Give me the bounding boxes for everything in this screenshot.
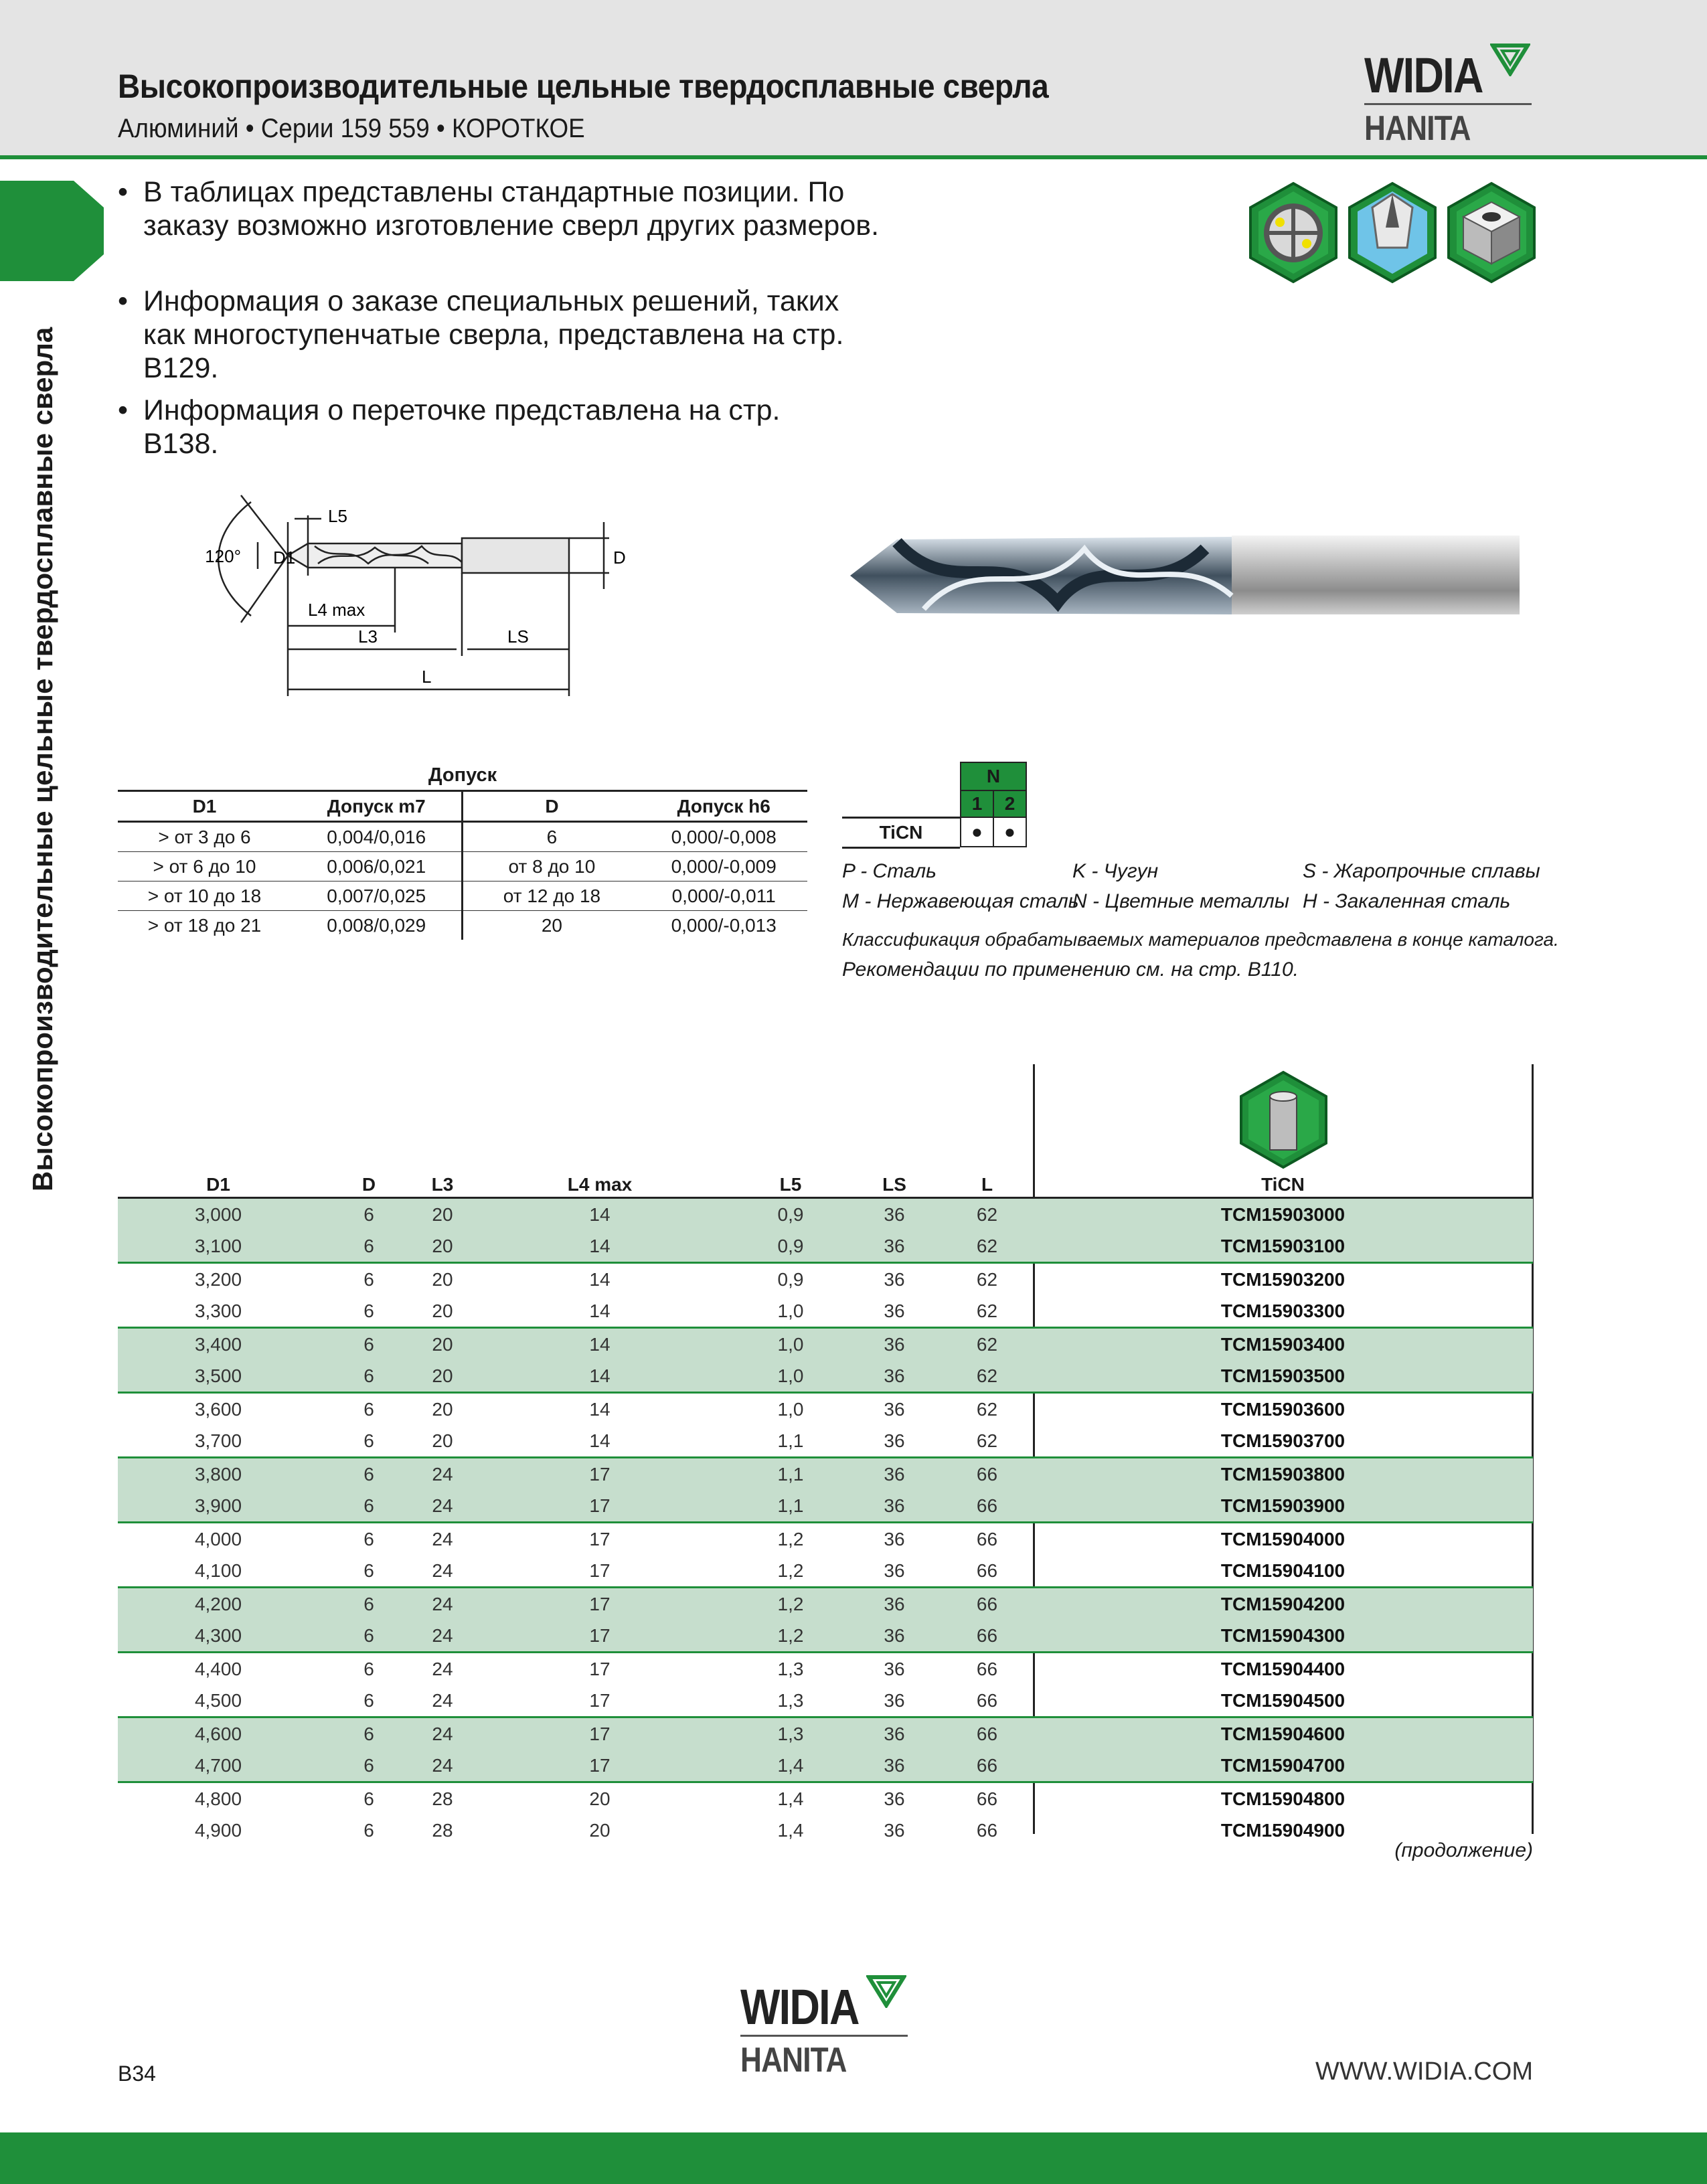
table-row [118, 1620, 1533, 1653]
cell-d: 6 [319, 1263, 419, 1296]
col-header-l4max: L4 max [567, 1174, 633, 1195]
cell-d1: 4,000 [118, 1523, 319, 1556]
col-header-l3: L3 [431, 1174, 454, 1195]
cell-l4max: 14 [466, 1393, 734, 1426]
cell-order-code: TCM15904800 [1033, 1782, 1533, 1815]
cell-l5: 0,9 [734, 1198, 847, 1231]
coolant-through-icon [1246, 181, 1340, 284]
point-geometry-icon [1346, 181, 1439, 284]
page-title: Высокопроизводительные цельные твердосплавные сверла [118, 68, 1049, 105]
cell-ls: 36 [847, 1717, 941, 1750]
bullet-item: • Информация о переточке представлена на стр. B138. [118, 394, 807, 460]
website-url: WWW.WIDIA.COM [1315, 2057, 1533, 2086]
cell-l3: 20 [432, 1430, 453, 1451]
tolerance-row [118, 822, 807, 852]
tolerance-cell: > от 10 до 18 [147, 885, 262, 906]
table-row [118, 1295, 1533, 1328]
cell-d1: 3,800 [118, 1458, 319, 1491]
cell-order-code: TCM15903500 [1033, 1360, 1533, 1393]
cell-l4max: 17 [466, 1523, 734, 1556]
cell-order-code: TCM15903200 [1033, 1263, 1533, 1296]
cell-ls: 36 [884, 1560, 905, 1581]
cell-l: 62 [976, 1430, 998, 1451]
cell-l: 66 [941, 1523, 1033, 1556]
cell-order-code: TCM15903000 [1033, 1198, 1533, 1231]
table-row [118, 1263, 1533, 1296]
cell-ls: 36 [847, 1620, 941, 1653]
cell-l: 62 [941, 1230, 1033, 1263]
cell-order-code: TCM15904900 [1220, 1819, 1346, 1841]
diagram-label-l4max: L4 max [308, 600, 365, 620]
footer-band [0, 2132, 1707, 2184]
page-number: B34 [118, 2062, 156, 2086]
diagram-label-ls: LS [507, 626, 529, 647]
tolerance-row [118, 852, 807, 881]
cell-l: 66 [976, 1560, 998, 1581]
page-subtitle: Алюминий • Серии 159 559 • КОРОТКОЕ [118, 114, 585, 143]
cell-l4max: 14 [466, 1198, 734, 1231]
cell-d1: 3,700 [194, 1430, 242, 1451]
cell-order-code: TCM15903700 [1220, 1430, 1346, 1451]
cell-d: 6 [319, 1782, 419, 1815]
col-header-ls: LS [882, 1174, 906, 1195]
col-header-d: D [361, 1174, 376, 1195]
cell-ls: 36 [847, 1523, 941, 1556]
tolerance-cell: > от 3 до 6 [158, 826, 251, 847]
drill-photo [843, 522, 1540, 629]
cell-order-code: TCM15904400 [1033, 1653, 1533, 1685]
cell-l3: 24 [419, 1750, 466, 1782]
carbide-rod-icon [1238, 1070, 1329, 1170]
cell-l4max: 17 [466, 1750, 734, 1782]
table-row [118, 1230, 1533, 1263]
col-header-l: L [981, 1174, 993, 1195]
cell-l3: 24 [419, 1490, 466, 1523]
cell-l: 66 [941, 1750, 1033, 1782]
table-row [118, 1490, 1533, 1523]
cell-l4max: 17 [466, 1620, 734, 1653]
cell-l4max: 14 [589, 1430, 611, 1451]
material-group-n: N [960, 762, 1027, 791]
recommendation-note: Рекомендации по применению см. на стр. B110. [842, 958, 1299, 981]
cell-l4max: 14 [466, 1328, 734, 1361]
tolerance-row [118, 911, 807, 940]
cell-l: 66 [941, 1588, 1033, 1620]
cell-l3: 24 [419, 1717, 466, 1750]
cell-l4max: 17 [466, 1490, 734, 1523]
tolerance-row [118, 881, 807, 911]
cell-l5: 1,2 [734, 1588, 847, 1620]
tolerance-cell: > от 18 до 21 [147, 914, 262, 936]
cell-ls: 36 [847, 1328, 941, 1361]
table-row [118, 1328, 1533, 1361]
cell-ls: 36 [884, 1430, 905, 1451]
material-subgroup: 2 [993, 790, 1027, 818]
cell-l: 62 [976, 1300, 998, 1321]
table-row [118, 1717, 1533, 1750]
material-mark: ● [960, 817, 994, 847]
tolerance-cell: > от 6 до 10 [153, 855, 256, 877]
cell-d1: 3,100 [118, 1230, 319, 1263]
logo-divider [1364, 103, 1532, 105]
cell-l: 66 [941, 1490, 1033, 1523]
cell-d: 6 [319, 1490, 419, 1523]
table-row [118, 1782, 1533, 1815]
cell-d1: 3,200 [118, 1263, 319, 1296]
cell-d1: 4,400 [118, 1653, 319, 1685]
cell-l3: 24 [419, 1620, 466, 1653]
cell-l4max: 20 [589, 1819, 611, 1841]
cell-d1: 3,900 [118, 1490, 319, 1523]
cell-d: 6 [319, 1717, 419, 1750]
col-header-l5: L5 [779, 1174, 802, 1195]
cell-d: 6 [319, 1588, 419, 1620]
cell-l5: 1,1 [734, 1490, 847, 1523]
cell-l3: 20 [419, 1393, 466, 1426]
table-row [118, 1815, 1533, 1846]
cell-d: 6 [363, 1689, 374, 1711]
cell-order-code: TCM15903100 [1033, 1230, 1533, 1263]
cell-l5: 0,9 [734, 1263, 847, 1296]
diagram-label-l3: L3 [358, 626, 378, 647]
cell-l: 66 [941, 1717, 1033, 1750]
cell-d: 6 [319, 1198, 419, 1231]
cell-l3: 24 [419, 1588, 466, 1620]
cell-d: 6 [319, 1230, 419, 1263]
cell-d: 6 [319, 1523, 419, 1556]
classification-note: Классификация обрабатываемых материалов представлена в конце каталога. [842, 929, 1559, 950]
tolerance-header: D1 [192, 795, 217, 817]
cell-l3: 24 [419, 1653, 466, 1685]
material-coating-label: TiCN [842, 817, 960, 849]
cell-d: 6 [319, 1653, 419, 1685]
cell-ls: 36 [884, 1300, 905, 1321]
logo-widia-text: WIDIA [1364, 48, 1483, 103]
cell-d: 6 [363, 1430, 374, 1451]
cell-ls: 36 [847, 1230, 941, 1263]
cell-ls: 36 [847, 1198, 941, 1231]
footer-logo-triangle-icon [866, 1973, 906, 2008]
tolerance-cell: 20 [463, 911, 640, 940]
cell-d1: 4,800 [118, 1782, 319, 1815]
cell-d: 6 [363, 1819, 374, 1841]
footer-logo [740, 1973, 911, 2080]
product-table [118, 1173, 1533, 1846]
cell-d: 6 [319, 1328, 419, 1361]
cell-l3: 20 [419, 1230, 466, 1263]
cell-d: 6 [319, 1750, 419, 1782]
tolerance-cell: 6 [463, 822, 640, 852]
cell-d1: 4,300 [118, 1620, 319, 1653]
cell-d1: 3,000 [118, 1198, 319, 1231]
cell-l4max: 17 [466, 1588, 734, 1620]
cell-l4max: 17 [589, 1689, 611, 1711]
cell-l5: 1,0 [777, 1300, 804, 1321]
cell-ls: 36 [884, 1819, 905, 1841]
widia-logo [1364, 41, 1535, 149]
tolerance-header: D [463, 791, 640, 822]
cell-ls: 36 [847, 1653, 941, 1685]
table-row [118, 1750, 1533, 1782]
diagram-label-l: L [422, 667, 432, 687]
cell-d1: 4,700 [118, 1750, 319, 1782]
cell-order-code: TCM15903600 [1033, 1393, 1533, 1426]
cell-order-code: TCM15904300 [1033, 1620, 1533, 1653]
cell-l5: 1,0 [734, 1360, 847, 1393]
cell-order-code: TCM15904700 [1033, 1750, 1533, 1782]
tolerance-cell: 0,008/0,029 [327, 914, 426, 936]
tolerance-cell: от 8 до 10 [463, 852, 640, 881]
cell-d: 6 [363, 1560, 374, 1581]
cell-l: 62 [941, 1263, 1033, 1296]
bullet-text: В таблицах представлены стандартные позиции. По заказу возможно изготовление сверл других размеров. [143, 176, 880, 242]
cell-l3: 20 [432, 1300, 453, 1321]
footer-logo-divider [740, 2035, 908, 2037]
material-subgroup: 1 [960, 790, 994, 818]
cell-d1: 4,100 [194, 1560, 242, 1581]
cell-l4max: 17 [466, 1458, 734, 1491]
tolerance-cell: 0,000/-0,008 [671, 826, 777, 847]
cell-l5: 1,3 [734, 1717, 847, 1750]
cell-l: 66 [941, 1458, 1033, 1491]
legend-n: N - Цветные металлы [1072, 890, 1289, 912]
cell-l5: 1,2 [734, 1620, 847, 1653]
cell-d1: 3,300 [194, 1300, 242, 1321]
tolerance-cell: 0,006/0,021 [327, 855, 426, 877]
cell-l: 66 [941, 1653, 1033, 1685]
tolerance-cell: 0,004/0,016 [327, 826, 426, 847]
diagram-label-d1: D1 [273, 548, 296, 568]
cell-ls: 36 [847, 1458, 941, 1491]
tolerance-header: Допуск h6 [677, 795, 770, 817]
cell-l: 62 [941, 1393, 1033, 1426]
cell-ls: 36 [847, 1393, 941, 1426]
product-header-row [118, 1173, 1533, 1198]
cell-ls: 36 [847, 1490, 941, 1523]
tolerance-cell: 0,000/-0,011 [671, 885, 776, 906]
cell-d1: 3,500 [118, 1360, 319, 1393]
diagram-label-d: D [613, 548, 626, 568]
logo-hanita-text: HANITA [1364, 109, 1471, 148]
cell-d1: 3,400 [118, 1328, 319, 1361]
table-row [118, 1360, 1533, 1393]
cell-l4max: 14 [589, 1300, 611, 1321]
cell-d1: 3,600 [118, 1393, 319, 1426]
col-header-d1: D1 [206, 1174, 230, 1195]
cell-order-code: TCM15904500 [1220, 1689, 1346, 1711]
table-row [118, 1685, 1533, 1717]
cell-d: 6 [319, 1458, 419, 1491]
cell-d: 6 [319, 1393, 419, 1426]
cell-order-code: TCM15903900 [1033, 1490, 1533, 1523]
cell-l5: 0,9 [734, 1230, 847, 1263]
cell-l: 66 [941, 1782, 1033, 1815]
tolerance-cell: 0,007/0,025 [327, 885, 426, 906]
cell-ls: 36 [884, 1689, 905, 1711]
cell-d1: 4,600 [118, 1717, 319, 1750]
cell-l: 62 [941, 1360, 1033, 1393]
cell-l5: 1,3 [734, 1653, 847, 1685]
cell-ls: 36 [847, 1360, 941, 1393]
cell-order-code: TCM15904100 [1220, 1560, 1346, 1581]
tolerance-header-row [118, 791, 807, 822]
cell-l5: 1,1 [734, 1458, 847, 1491]
drill-dimension-diagram [154, 489, 649, 703]
legend-p: P - Сталь [842, 860, 937, 882]
tolerance-cell: 0,000/-0,009 [671, 855, 777, 877]
legend-h: H - Закаленная сталь [1303, 890, 1511, 912]
cell-l4max: 17 [466, 1717, 734, 1750]
cell-ls: 36 [847, 1750, 941, 1782]
cell-d: 6 [319, 1360, 419, 1393]
cell-l3: 28 [419, 1782, 466, 1815]
footer-logo-widia-text: WIDIA [740, 1979, 859, 2035]
cell-l5: 1,4 [734, 1782, 847, 1815]
cell-l3: 24 [432, 1689, 453, 1711]
table-row [118, 1555, 1533, 1588]
cell-l5: 1,2 [777, 1560, 804, 1581]
section-tab [0, 181, 104, 281]
table-row [118, 1523, 1533, 1556]
cell-l4max: 17 [466, 1653, 734, 1685]
cell-ls: 36 [847, 1782, 941, 1815]
diagram-label-angle: 120° [205, 546, 241, 566]
cell-order-code: TCM15903300 [1220, 1300, 1346, 1321]
cell-order-code: TCM15903800 [1033, 1458, 1533, 1491]
cell-d: 6 [319, 1620, 419, 1653]
cell-l: 62 [941, 1198, 1033, 1231]
table-row [118, 1588, 1533, 1620]
tolerance-caption: Допуск [428, 764, 497, 786]
product-table-body [118, 1198, 1533, 1847]
material-mark: ● [993, 817, 1027, 847]
cell-l5: 1,3 [777, 1689, 804, 1711]
cell-ls: 36 [847, 1588, 941, 1620]
cell-l: 62 [941, 1328, 1033, 1361]
tolerance-cell: 0,000/-0,013 [671, 914, 777, 936]
cell-l5: 1,4 [777, 1819, 804, 1841]
cell-ls: 36 [847, 1263, 941, 1296]
cell-l3: 20 [419, 1263, 466, 1296]
tolerance-table [118, 790, 807, 940]
tolerance-cell: от 12 до 18 [463, 881, 640, 911]
table-row [118, 1653, 1533, 1685]
cell-d1: 4,900 [194, 1819, 242, 1841]
cell-l3: 28 [432, 1819, 453, 1841]
cell-d1: 4,200 [118, 1588, 319, 1620]
workpiece-hole-icon [1445, 181, 1538, 284]
cell-d: 6 [363, 1300, 374, 1321]
cell-l3: 20 [419, 1328, 466, 1361]
cell-d1: 4,500 [194, 1689, 242, 1711]
cell-order-code: TCM15904200 [1033, 1588, 1533, 1620]
bullet-text: Информация о заказе специальных решений, таких как многоступенчатые сверла, представлена на стр. B129. [143, 285, 844, 384]
table-row [118, 1198, 1533, 1231]
table-row [118, 1425, 1533, 1458]
cell-l4max: 14 [466, 1263, 734, 1296]
logo-triangle-icon [1490, 41, 1530, 76]
table-row [118, 1458, 1533, 1491]
cell-l5: 1,2 [734, 1523, 847, 1556]
cell-l4max: 14 [466, 1230, 734, 1263]
legend-m: M - Нержавеющая сталь [842, 890, 1079, 912]
diagram-label-l5: L5 [328, 506, 347, 526]
bullet-text: Информация о переточке представлена на стр. B138. [143, 394, 781, 460]
cell-order-code: TCM15904600 [1033, 1717, 1533, 1750]
cell-l4max: 14 [466, 1360, 734, 1393]
cell-order-code: TCM15904000 [1033, 1523, 1533, 1556]
table-row [118, 1393, 1533, 1426]
continued-note: (продолжение) [1394, 1839, 1533, 1861]
tolerance-header: Допуск m7 [327, 795, 426, 817]
cell-l4max: 20 [466, 1782, 734, 1815]
legend-s: S - Жаропрочные сплавы [1303, 860, 1540, 882]
legend-k: K - Чугун [1072, 860, 1159, 882]
cell-l5: 1,0 [734, 1328, 847, 1361]
material-grid [842, 762, 1545, 855]
cell-l3: 24 [432, 1560, 453, 1581]
cell-l5: 1,0 [734, 1393, 847, 1426]
cell-l4max: 17 [589, 1560, 611, 1581]
bullet-item: • Информация о заказе специальных решений, таких как многоступенчатые сверла, представлена на стр. B129. [118, 284, 888, 385]
cell-order-code: TCM15903400 [1033, 1328, 1533, 1361]
cell-l: 66 [976, 1689, 998, 1711]
cell-l3: 20 [419, 1198, 466, 1231]
cell-l5: 1,4 [734, 1750, 847, 1782]
cell-l5: 1,1 [777, 1430, 804, 1451]
side-section-label: Высокопроизводительные цельные твердосплавные сверла [27, 327, 58, 1191]
cell-l3: 24 [419, 1523, 466, 1556]
cell-l3: 20 [419, 1360, 466, 1393]
cell-l3: 24 [419, 1458, 466, 1491]
col-header-ticn: TiCN [1261, 1174, 1305, 1195]
cell-l: 66 [976, 1819, 998, 1841]
bullet-item: • В таблицах представлены стандартные позиции. По заказу возможно изготовление сверл других размеров. [118, 175, 888, 242]
footer-logo-hanita-text: HANITA [740, 2041, 847, 2080]
cell-l: 66 [941, 1620, 1033, 1653]
